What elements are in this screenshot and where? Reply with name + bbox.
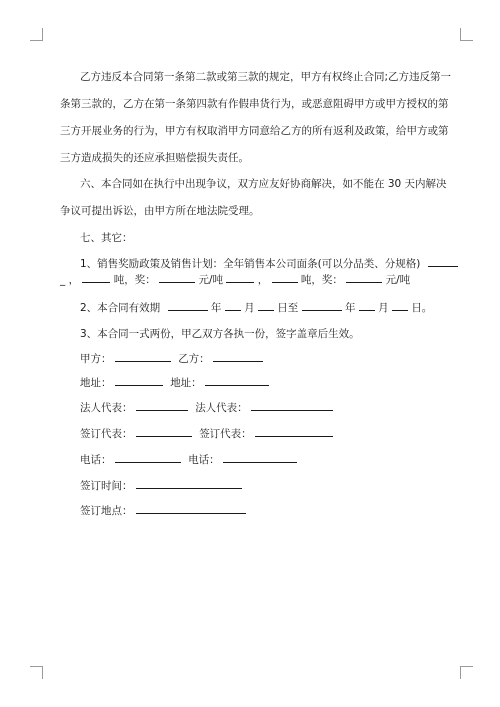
phone-row: [80, 452, 297, 467]
sign-rep-b-label: 签订代表：: [199, 428, 252, 440]
item-one-blank-qty-3[interactable]: [272, 272, 298, 283]
crop-mark-bottom-left: [30, 666, 43, 679]
party-a-field[interactable]: [115, 351, 171, 362]
address-b-field[interactable]: [205, 375, 269, 386]
validity-end-year-blank[interactable]: [302, 300, 342, 311]
party-b-field[interactable]: [213, 351, 263, 362]
item-two-month2: 月: [378, 302, 389, 314]
clause-six-line-2: 争议可提出诉讼，由甲方所在地法院受理。: [60, 205, 260, 217]
validity-start-month-blank[interactable]: [225, 300, 241, 311]
item-two-day-to: 日至: [277, 302, 299, 314]
clause-seven-title: 七、其它：: [80, 232, 133, 244]
item-two-prefix: 2、本合同有效期: [80, 302, 161, 314]
party-b-label: 乙方：: [178, 353, 210, 365]
phone-b-label: 电话：: [188, 454, 220, 466]
sign-rep-b-field[interactable]: [255, 426, 333, 437]
item-one-unit-1: 元/吨: [198, 274, 224, 286]
item-two-month: 月: [244, 302, 255, 314]
violation-line-3: 三方开展业务的行为，甲方有权取消甲方同意给乙方的所有返利及政策，给甲方或第: [60, 125, 449, 137]
item-one-ton-2: 吨，奖：: [300, 274, 343, 286]
party-row: [80, 351, 263, 366]
crop-mark-bottom-right: [460, 666, 473, 679]
item-one-blank-reward-2[interactable]: [346, 272, 382, 283]
address-b-label: 地址：: [170, 377, 202, 389]
crop-mark-top-right: [460, 28, 473, 41]
party-a-label: 甲方：: [80, 353, 112, 365]
item-one-blank-reward-1[interactable]: [159, 272, 195, 283]
item-one-blank-1[interactable]: [428, 256, 458, 267]
item-one-line-2: [60, 272, 410, 287]
sign-place-row: [80, 503, 246, 518]
sign-time-field[interactable]: [136, 478, 242, 489]
address-a-field[interactable]: [115, 375, 163, 386]
address-row: [80, 375, 269, 390]
validity-start-day-blank[interactable]: [258, 300, 274, 311]
item-one-comma: ，: [257, 274, 269, 286]
violation-line-1: 乙方违反本合同第一条第二款或第三款的规定，甲方有权终止合同;乙方违反第一: [80, 71, 452, 83]
legal-rep-a-field[interactable]: [136, 400, 188, 411]
sign-time-row: [80, 478, 242, 493]
item-one-unit-2: 元/吨: [385, 274, 411, 286]
address-a-label: 地址：: [80, 377, 112, 389]
validity-start-year-blank[interactable]: [168, 300, 208, 311]
crop-mark-top-left: [30, 28, 43, 41]
violation-line-4: 三方造成损失的还应承担赔偿损失责任。: [60, 152, 249, 164]
item-one-line-1: [80, 256, 458, 271]
sign-place-label: 签订地点：: [80, 505, 133, 517]
phone-a-label: 电话：: [80, 454, 112, 466]
phone-b-field[interactable]: [223, 452, 297, 463]
validity-end-month-blank[interactable]: [359, 300, 375, 311]
item-one-blank-qty-1[interactable]: [82, 272, 110, 283]
item-three-line: 3、本合同一式两份，甲乙双方各执一份，签字盖章后生效。: [80, 328, 360, 340]
validity-end-day-blank[interactable]: [392, 300, 408, 311]
sign-place-field[interactable]: [136, 503, 246, 514]
item-one-cont-prefix: _: [60, 274, 66, 286]
sign-rep-a-label: 签订代表：: [80, 428, 133, 440]
item-one-blank-qty-2[interactable]: [226, 272, 254, 283]
phone-a-field[interactable]: [115, 452, 181, 463]
sign-time-label: 签订时间：: [80, 480, 133, 492]
item-two-year: 年: [210, 302, 222, 314]
legal-rep-b-field[interactable]: [251, 400, 333, 411]
sign-rep-a-field[interactable]: [136, 426, 192, 437]
item-two-year2: 年: [344, 302, 356, 314]
item-one-comma-lead: ，: [68, 274, 80, 286]
legal-rep-row: [80, 400, 333, 415]
item-one-ton-1: 吨，奖：: [113, 274, 156, 286]
legal-rep-b-label: 法人代表：: [195, 402, 248, 414]
sign-rep-row: [80, 426, 333, 441]
item-one-text: 1、销售奖励政策及销售计划：全年销售本公司面条(可以分品类、分规格): [80, 258, 421, 270]
legal-rep-a-label: 法人代表：: [80, 402, 133, 414]
item-two-line: [80, 300, 432, 315]
violation-line-2: 条第三款的，乙方在第一条第四款有作假串货行为，或恶意阻碍甲方或甲方授权的第: [60, 98, 449, 110]
item-two-day2: 日。: [411, 302, 433, 314]
clause-six-line-1: 六、本合同如在执行中出现争议，双方应友好协商解决，如不能在 30 天内解决: [80, 178, 447, 190]
